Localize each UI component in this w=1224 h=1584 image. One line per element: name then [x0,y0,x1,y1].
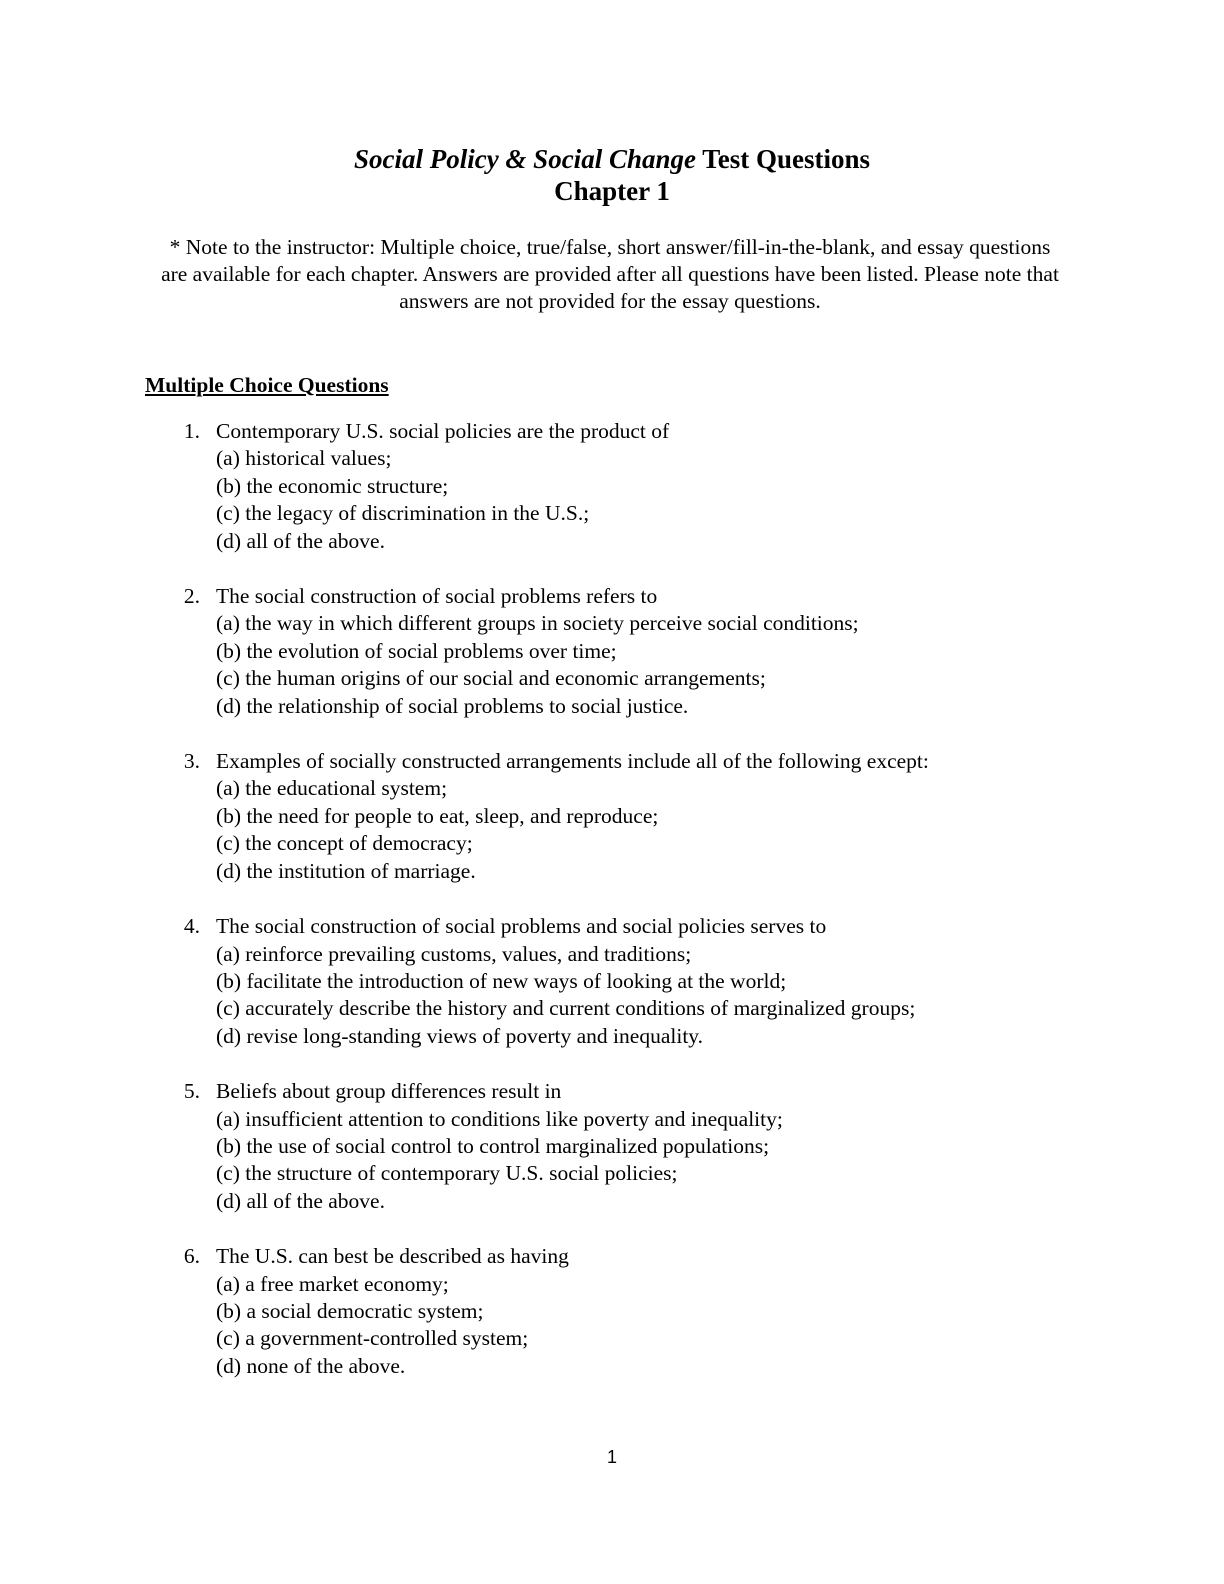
document-title [0,143,1224,207]
chapter-heading: Chapter 1 [554,176,670,206]
question-body [216,1243,1116,1380]
question-body [216,748,1116,885]
question-stem: Beliefs about group differences result in [216,1079,562,1104]
answer-option: (c) the structure of contemporary U.S. social policies; [216,1161,678,1186]
answer-option: (a) insufficient attention to conditions like poverty and inequality; [216,1106,783,1131]
section-heading: Multiple Choice Questions [145,373,389,397]
question-body [216,583,1116,720]
title-rest: Test Questions [695,144,871,174]
answer-option: (d) revise long-standing views of poverty and inequality. [216,1023,704,1048]
answer-option: (d) all of the above. [216,528,385,553]
answer-option: (c) the legacy of discrimination in the U.S.; [216,501,590,526]
question-item [0,1078,1224,1215]
answer-option: (b) the evolution of social problems over time; [216,638,617,663]
answer-option: (a) a free market economy; [216,1271,449,1296]
question-body [216,418,1116,555]
answer-option: (b) facilitate the introduction of new ways of looking at the world; [216,968,787,993]
answer-option: (c) a government-controlled system; [216,1326,529,1351]
question-stem: The U.S. can best be described as having [216,1244,569,1269]
answer-option: (a) reinforce prevailing customs, values, and traditions; [216,941,692,966]
question-body [216,913,1116,1050]
answer-option: (a) the way in which different groups in society perceive social conditions; [216,611,859,636]
question-item [0,1243,1224,1380]
question-stem: The social construction of social problems and social policies serves to [216,914,827,939]
question-list [0,418,1224,1408]
page-number: 1 [606,1447,617,1467]
question-item [0,418,1224,555]
question-stem: Examples of socially constructed arrangements include all of the following except: [216,749,929,774]
question-item [0,583,1224,720]
title-line [0,143,1224,175]
title-italic: Social Policy & Social Change [353,144,696,174]
answer-option: (c) the concept of democracy; [216,831,473,856]
answer-option: (c) the human origins of our social and economic arrangements; [216,666,766,691]
answer-option: (a) historical values; [216,446,392,471]
question-stem: The social construction of social problems refers to [216,584,658,609]
question-item [0,748,1224,885]
question-body [216,1078,1116,1215]
answer-option: (c) accurately describe the history and current conditions of marginalized groups; [216,996,916,1021]
question-number: 2. [183,584,200,609]
answer-option: (b) the use of social control to control marginalized populations; [216,1133,770,1158]
answer-option: (b) the economic structure; [216,473,449,498]
answer-option: (d) all of the above. [216,1188,385,1213]
question-item [0,913,1224,1050]
answer-option: (b) a social democratic system; [216,1298,484,1323]
question-number: 4. [183,914,200,939]
answer-option: (d) none of the above. [216,1353,406,1378]
question-number: 1. [183,419,200,443]
question-number: 6. [183,1244,200,1269]
answer-option: (a) the educational system; [216,776,448,801]
question-stem: Contemporary U.S. social policies are the product of [216,419,670,443]
answer-option: (d) the institution of marriage. [216,858,476,883]
question-number: 5. [183,1079,200,1104]
question-number: 3. [183,749,200,774]
answer-option: (b) the need for people to eat, sleep, and reproduce; [216,803,659,828]
instructor-note: * Note to the instructor: Multiple choice, true/false, short answer/fill-in-the-blank, and essay questions are available for each chapter. Answers are provided after all questions have been listed. Please note that answers are not provided for the essay questions. [161,235,1059,313]
answer-option: (d) the relationship of social problems to social justice. [216,693,689,718]
